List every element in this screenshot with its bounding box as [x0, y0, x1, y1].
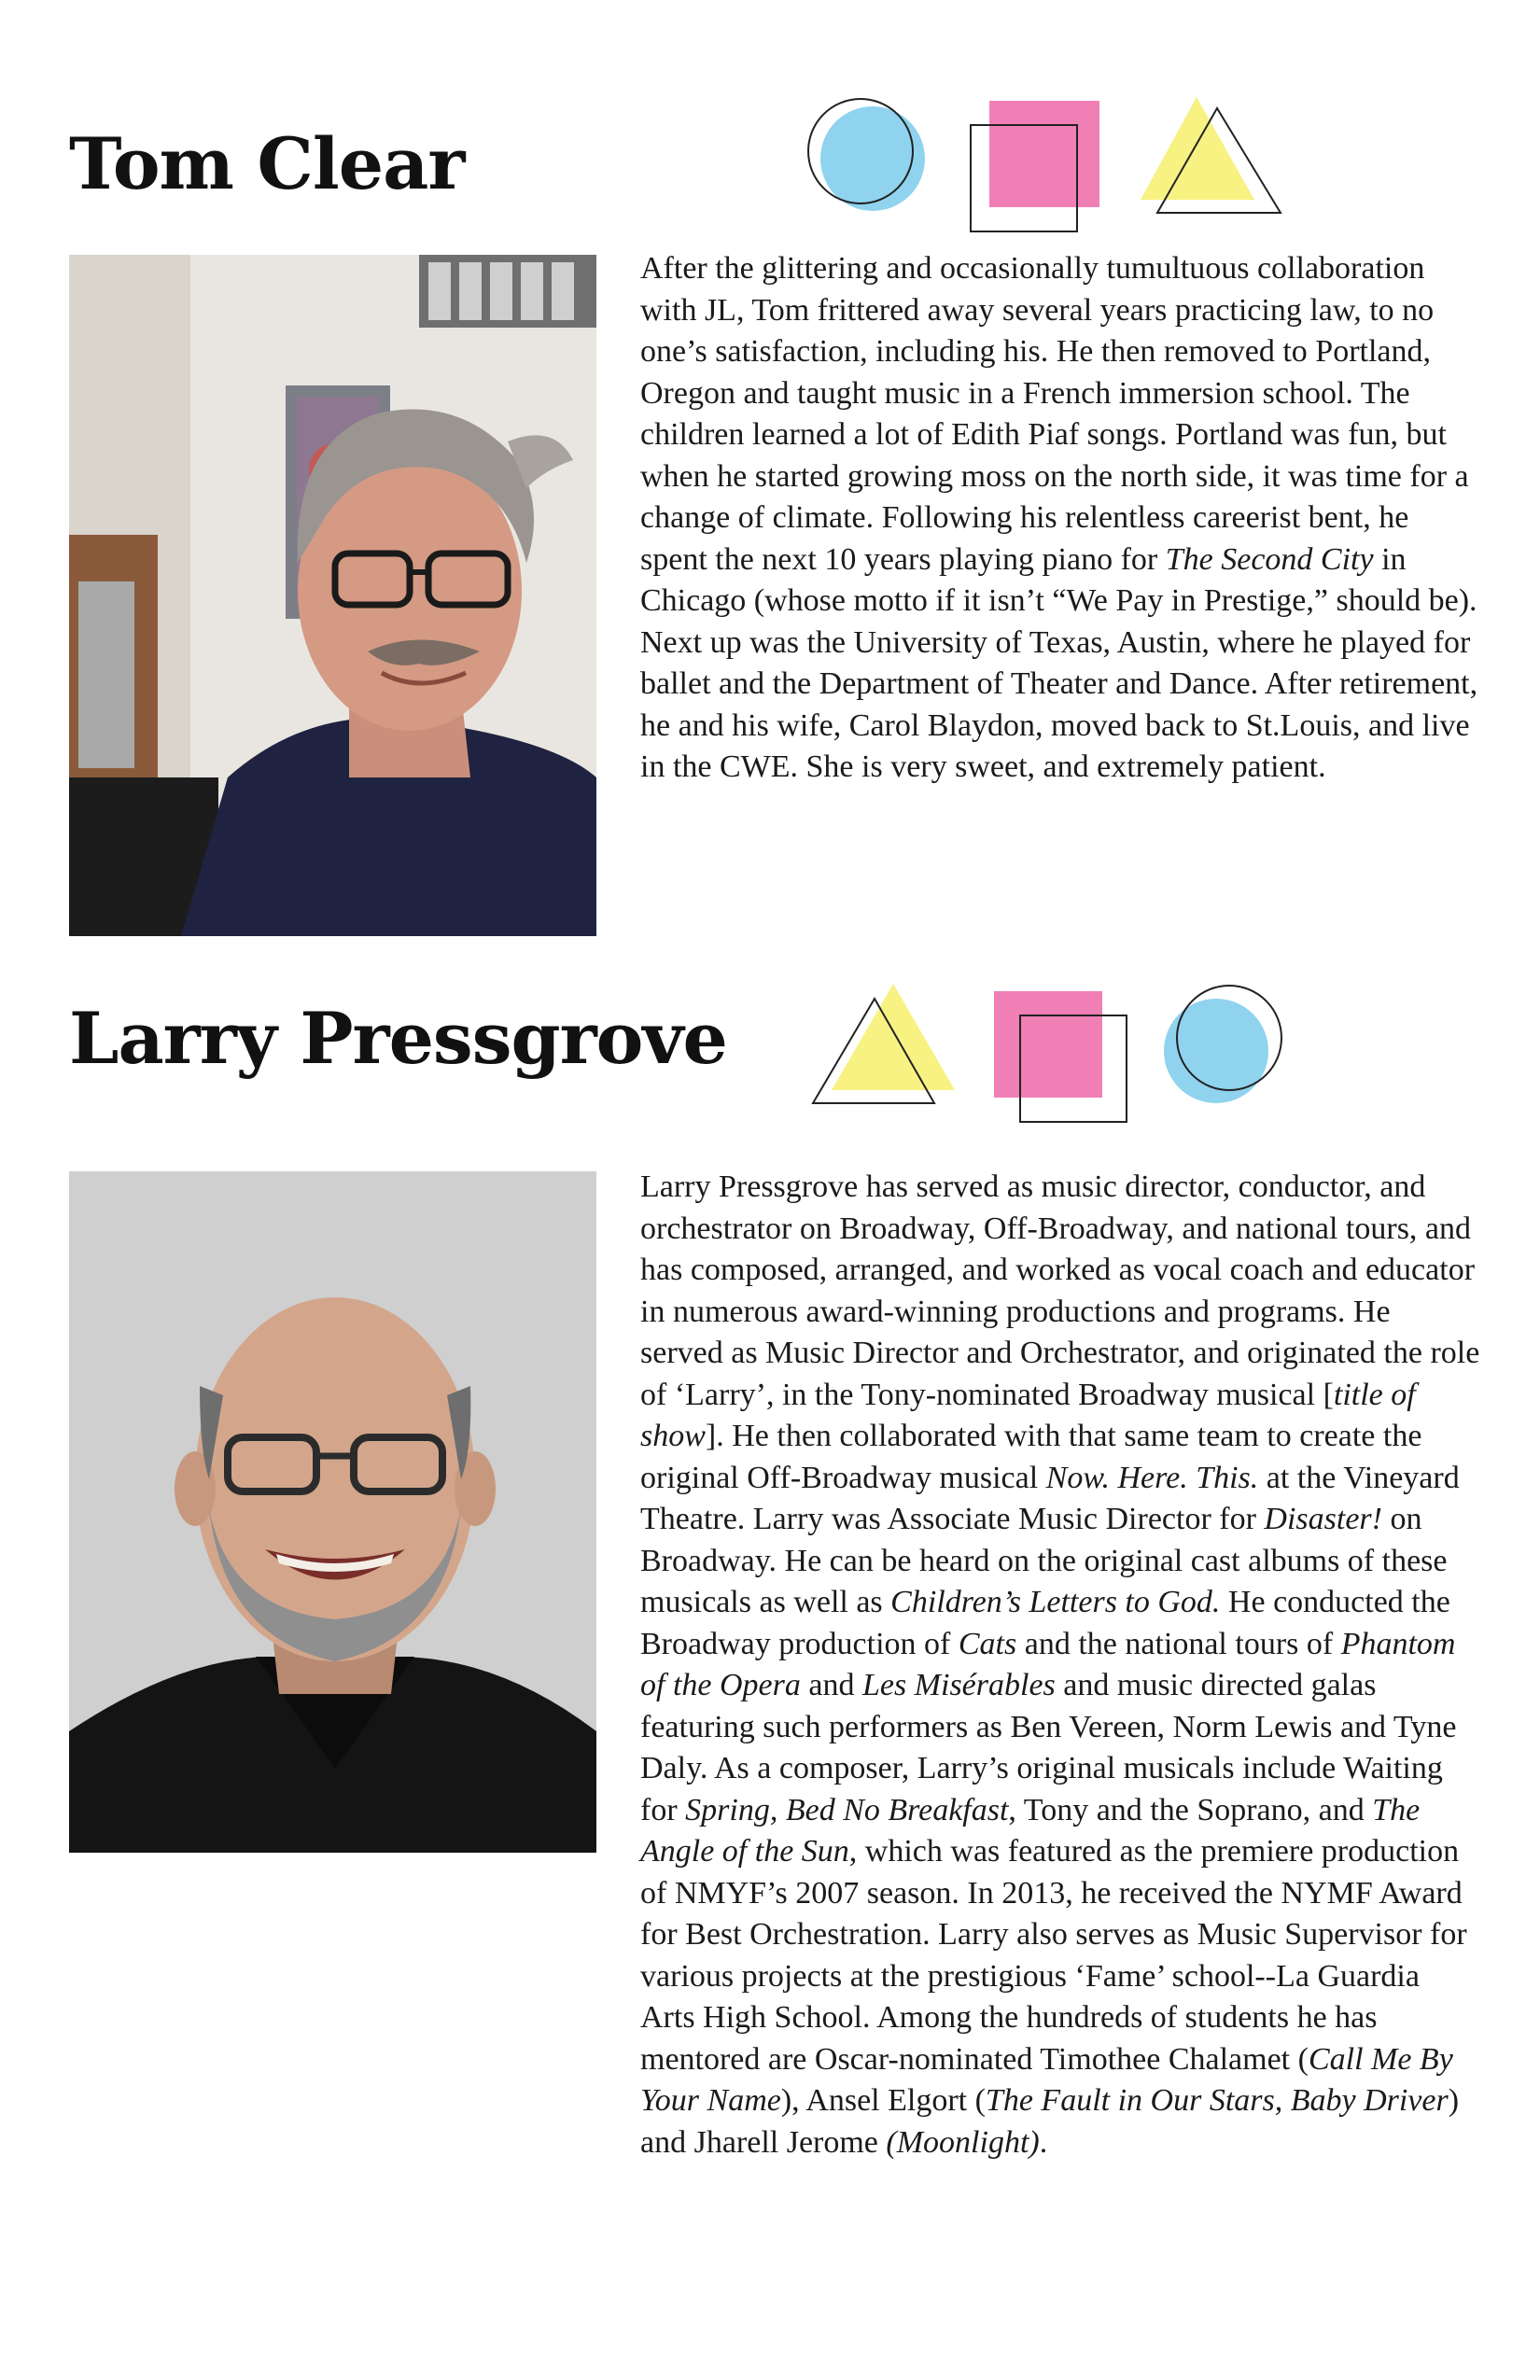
- square-shape: [994, 991, 1127, 1122]
- bio-segment: title of show: [640, 1377, 1416, 1453]
- bio-segment: and the national tours of: [1016, 1626, 1341, 1661]
- bio-segment: Spring, Bed No Breakfast: [685, 1792, 1009, 1827]
- decorative-shapes-1: [803, 93, 1297, 243]
- bio-segment: Les Misérables: [861, 1668, 1056, 1702]
- bio-segment: Now. Here. This.: [1045, 1460, 1259, 1495]
- bio-segment: After the glittering and occasionally tumultuous collaboration with JL, Tom frittered away several years practicing law, to no one’s satisfaction, including his. He then removed to Portland, Oregon and taught music in a French immersion school. The children learned a lot of Edith Piaf songs. Portland was fun, but when he started growing moss on the north side, it was time for a change of climate. Following his relentless careerist bent, he spent the next 10 years playing piano for: [640, 251, 1469, 577]
- bio-segment: ]. He then collaborated with that same team to create the original Off-Broadway musical: [640, 1419, 1422, 1495]
- bio-segment: , which was featured as the premiere production of NMYF’s 2007 season. In 2013, he received the NYMF Award for Best Orchestration. Larry also serves as Music Supervisor for various projects at the prestigious ‘Fame’ school--La Guardia Arts High School. Among the hundreds of students he has mentored are Oscar-nominated Timothee Chalamet (: [640, 1834, 1467, 2077]
- bio-segment: , Tony and the Soprano, and: [1008, 1792, 1373, 1827]
- bio-tom-clear: [640, 248, 1480, 789]
- bio-segment: He conducted the Broadway production of: [640, 1585, 1450, 1661]
- bio-segment: The Fault in Our Stars, Baby Driver: [985, 2083, 1449, 2118]
- photo-tom-clear: [69, 255, 596, 936]
- bio-segment: The Second City: [1165, 541, 1374, 577]
- bio-segment: and: [800, 1668, 862, 1702]
- portrait-image-icon: [69, 255, 596, 936]
- bio-segment: The Angle of the Sun: [640, 1792, 1421, 1869]
- profile-name-larry-pressgrove: Larry Pressgrove: [69, 997, 727, 1080]
- square-shape: [971, 101, 1099, 231]
- bio-segment: .: [1039, 2124, 1048, 2160]
- bio-segment: Disaster!: [1264, 1502, 1382, 1536]
- bio-segment: Children’s Letters to God.: [890, 1585, 1221, 1619]
- bio-segment: at the Vineyard Theatre. Larry was Associate Music Director for: [640, 1460, 1460, 1536]
- profile-name-tom-clear: Tom Clear: [69, 122, 465, 205]
- portrait-image-icon: [69, 1171, 596, 1853]
- bio-segment: on Broadway. He can be heard on the original cast albums of these musicals as well as: [640, 1502, 1448, 1619]
- circle-shape: [808, 99, 925, 211]
- bio-segment: in Chicago (whose motto if it isn’t “We Pay in Prestige,” should be). Next up was the University of Texas, Austin, where he played for ballet and the Department of Theater and Dance. After retirement, he and his wife, Carol Blaydon, moved back to St.Louis, and live in the CWE. She is very sweet, and extremely patient.: [640, 541, 1478, 784]
- bio-larry-pressgrove: [640, 1167, 1480, 2163]
- bio-segment: (Moonlight): [886, 2124, 1040, 2160]
- decorative-shapes-2: [807, 980, 1293, 1129]
- triangle-shape: [813, 984, 955, 1103]
- circle-shape: [1164, 986, 1281, 1103]
- bio-segment: Phantom of the Opera: [640, 1626, 1456, 1702]
- bio-segment: ) and Jharell Jerome: [640, 2083, 1460, 2160]
- bio-segment: ), Ansel Elgort (: [780, 2083, 986, 2118]
- bio-segment: and music directed galas featuring such performers as Ben Vereen, Norm Lewis and Tyne Daly. As a composer, Larry’s original musicals include Waiting for: [640, 1668, 1457, 1827]
- triangle-shape: [1141, 97, 1281, 213]
- photo-larry-pressgrove: [69, 1171, 596, 1853]
- bio-segment: Cats: [958, 1626, 1017, 1661]
- bio-segment: Call Me By Your Name: [640, 2041, 1453, 2118]
- bio-segment: Larry Pressgrove has served as music director, conductor, and orchestrator on Broadway, Off-Broadway, and national tours, and has composed, arranged, and worked as vocal coach and educator in numerous award-winning productions and programs. He served as Music Director and Orchestrator, and originated the role of ‘Larry’, in the Tony-nominated Broadway musical [: [640, 1169, 1480, 1412]
